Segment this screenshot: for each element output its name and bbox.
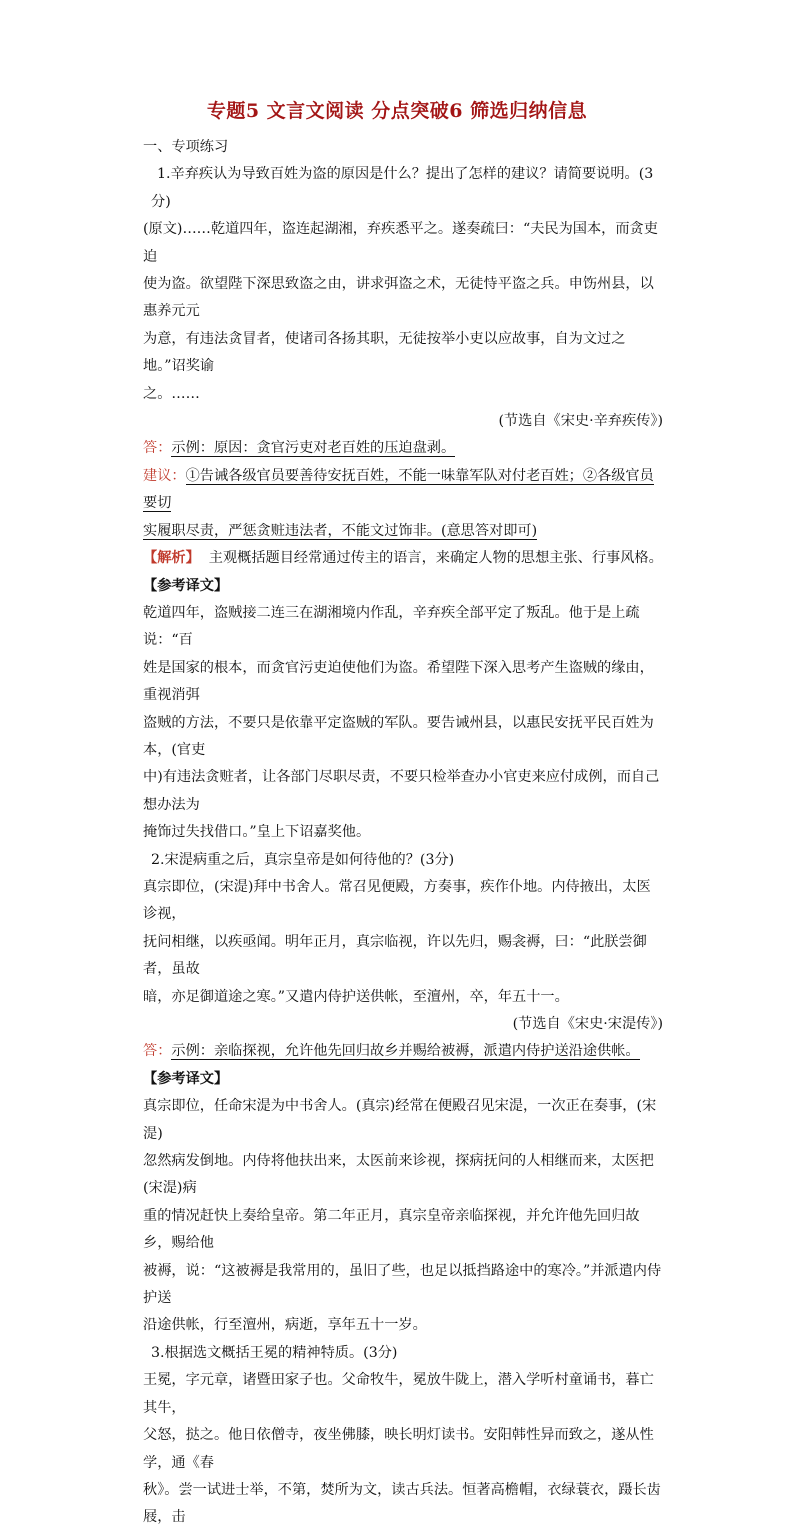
q1-suggestion (143, 463, 663, 518)
q2-original-line: 抚问相继，以疾亟闻。明年正月，真宗临视，许以先归，赐衾褥，曰：“此朕尝御者，虽故 (143, 933, 647, 978)
q1-answer (143, 435, 663, 462)
answer-text: 示例：亲临探视，允许他先回归故乡并赐给被褥，派遣内侍护送沿途供帐。 (171, 1043, 640, 1060)
section-heading: 一、专项练习 (143, 139, 229, 155)
q1-original-line: 使为盗。欲望陛下深思致盗之由，讲求弭盗之术，无徒恃平盗之兵。申饬州县，以惠养元元 (143, 276, 654, 320)
question-3: 3.根据选文概括王冕的精神特质。(3分) (151, 1344, 398, 1361)
q2-translation-line: 被褥，说：“这被褥是我常用的，虽旧了些，也足以抵挡路途中的寒冷。”并派遣内侍护送 (143, 1262, 662, 1307)
q3-original-line: 父怒，挞之。他日依僧寺，夜坐佛膝，映长明灯读书。安阳韩性异而致之，遂从性学，通《春 (143, 1427, 654, 1471)
q2-translation-line: 沿途供帐，行至澶州，病逝，享年五十一岁。 (143, 1317, 427, 1334)
q1-original-line: 为意，有违法贪冒者，使诸司各扬其职，无徒按举小吏以应故事，自为文过之地。”诏奖谕 (143, 330, 626, 375)
q2-translation-line: 真宗即位，任命宋湜为中书舍人。(真宗)经常在便殿召见宋湜，一次正在奏事，(宋湜) (143, 1098, 657, 1142)
q2-translation-line: 重的情况赶快上奏给皇帝。第二年正月，真宗皇帝亲临探视，并允许他先回归故乡，赐给他 (143, 1207, 640, 1252)
analysis-label: 【解析】 (143, 550, 200, 567)
q1-translation-line: 乾道四年，盗贼接二连三在湖湘境内作乱，辛弃疾全部平定了叛乱。他于是上疏说：“百 (143, 604, 640, 649)
answer-label: 答： (143, 1043, 172, 1060)
suggestion-label: 建议： (143, 467, 186, 484)
q1-analysis (143, 545, 663, 572)
q1-ref-label: 【参考译文】 (143, 577, 229, 594)
suggestion-text: ①告诫各级官员要善待安抚百姓，不能一味靠军队对付老百姓；②各级官员要切 (143, 467, 654, 512)
question-1: 1.辛弃疾认为导致百姓为盗的原因是什么？提出了怎样的建议？请简要说明。(3分) (151, 166, 654, 210)
page-title: 专题5 文言文阅读 分点突破6 筛选归纳信息 (206, 100, 588, 122)
q1-translation-line: 中)有违法贪赃者，让各部门尽职尽责，不要只检举查办小官吏来应付成例，而自己想办法为 (143, 769, 660, 813)
q1-suggestion-cont (143, 518, 663, 545)
q1-source: (节选自《宋史·辛弃疾传》) (498, 413, 663, 430)
q1-translation-line: 姓是国家的根本，而贪官污吏迫使他们为盗。希望陛下深入思考产生盗贼的缘由，重视消弭 (143, 659, 654, 704)
q2-original-line: 真宗即位，(宋湜)拜中书舍人。常召见便殿，方奏事，疾作仆地。内侍掖出，太医诊视， (143, 878, 651, 923)
suggestion-text: 实履职尽责，严惩贪赃违法者，不能文过饰非。(意思答对即可) (143, 522, 538, 539)
document-body (143, 134, 663, 1532)
q2-ref-label: 【参考译文】 (143, 1070, 229, 1087)
q3-original-line: 王冕，字元章，诸暨田家子也。父命牧牛，冕放牛陇上，潜入学听村童诵书，暮亡其牛， (143, 1372, 654, 1416)
q2-source: (节选自《宋史·宋湜传》) (512, 1016, 663, 1032)
q2-translation-line: 忽然病发倒地。内侍将他扶出来，太医前来诊视，探病抚问的人相继而来，太医把(宋湜)病 (143, 1153, 654, 1197)
q2-answer (143, 1038, 663, 1065)
answer-text: 示例：原因：贪官污吏对老百姓的压迫盘剥。 (171, 440, 456, 457)
q1-original-line: (原文)……乾道四年，盗连起湖湘，弃疾悉平之。遂奏疏曰：“夫民为国本，而贪吏迫 (143, 221, 658, 265)
analysis-text: 主观概括题目经常通过传主的语言，来确定人物的思想主张、行事风格。 (208, 550, 663, 567)
answer-label: 答： (143, 440, 172, 457)
q1-translation-line: 掩饰过失找借口。”皇上下诏嘉奖他。 (143, 824, 371, 841)
q3-original-line: 秋》。尝一试进士举，不第，焚所为文，读古兵法。恒著高檐帽，衣绿蓑衣，蹑长齿屐，击 (143, 1481, 661, 1526)
q2-original-line: 暗，亦足御道途之寒。”又遣内侍护送供帐，至澶州，卒，年五十一。 (143, 988, 569, 1005)
q1-original-line: 之。…… (143, 385, 200, 402)
q1-translation-line: 盗贼的方法，不要只是依靠平定盗贼的军队。要告诫州县，以惠民安抚平民百姓为本，(官吏 (143, 714, 654, 758)
question-2: 2.宋湜病重之后，真宗皇帝是如何待他的？(3分) (151, 851, 455, 868)
